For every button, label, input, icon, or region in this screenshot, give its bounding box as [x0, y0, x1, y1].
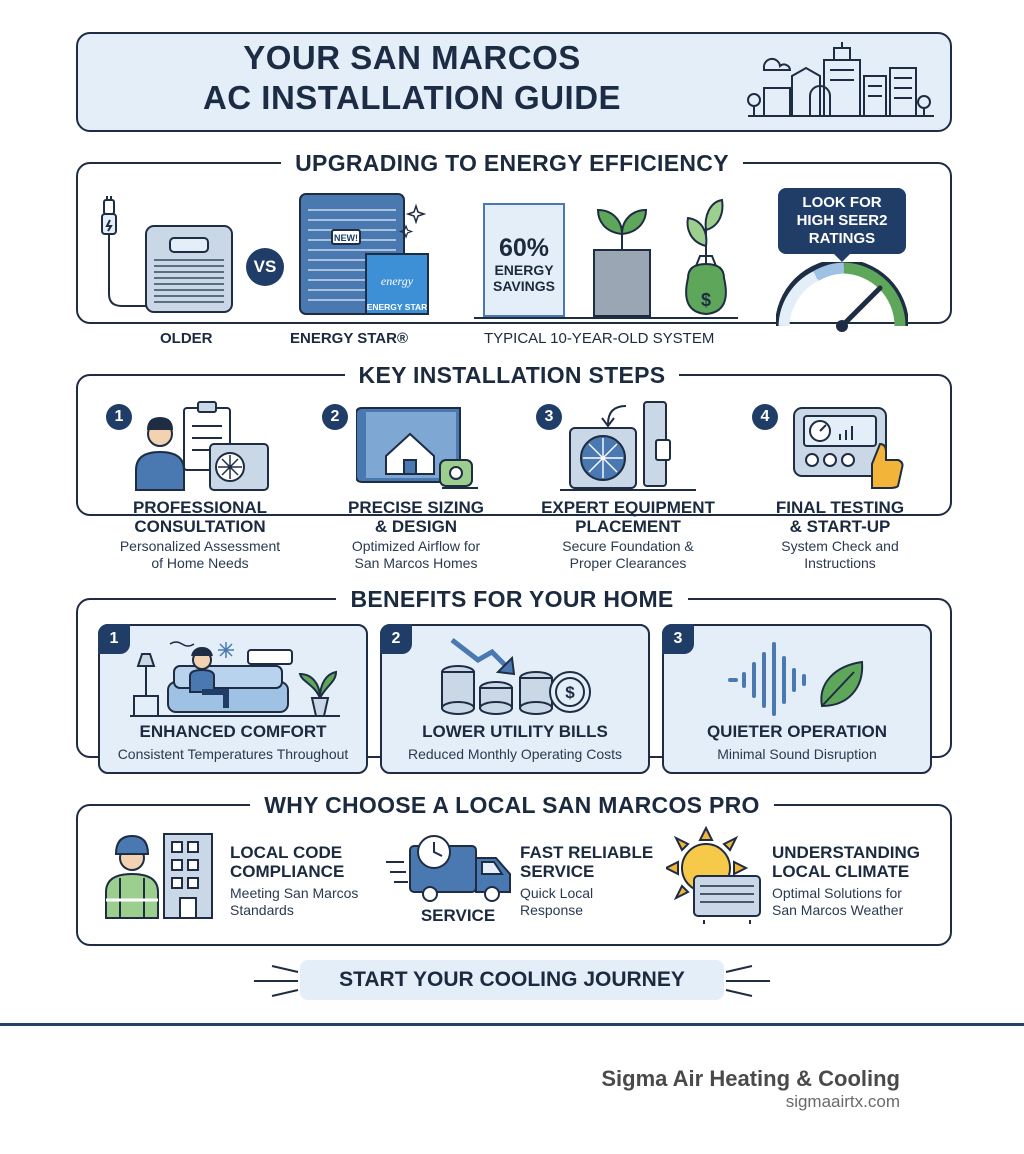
- benefit-sub-3: Minimal Sound Disruption: [717, 746, 877, 762]
- consultation-icon: [132, 400, 272, 494]
- cta-left-lines: [252, 962, 300, 1000]
- step-title-3: EXPERT EQUIPMENT PLACEMENT: [541, 498, 715, 536]
- energy-star-caption: ENERGY STAR®: [290, 330, 409, 347]
- why-sub-1: Meeting San Marcos Standards: [230, 885, 359, 918]
- page-title: [74, 38, 750, 118]
- footer-brand: Sigma Air Heating & Cooling: [601, 1066, 900, 1091]
- sun-ac-unit-icon: [666, 826, 766, 926]
- why-title-1: LOCAL CODE COMPLIANCE: [230, 843, 345, 881]
- seer-callout-text: LOOK FOR HIGH SEER2 RATINGS: [796, 194, 888, 247]
- older-ac-unit-icon: [100, 196, 240, 320]
- benefit-title-2: LOWER UTILITY BILLS: [422, 722, 608, 741]
- step-title-2: PRECISE SIZING & DESIGN: [347, 498, 485, 536]
- benefit-card-bills: [380, 624, 650, 774]
- why-title-3: UNDERSTANDING LOCAL CLIMATE: [772, 843, 920, 881]
- savings-caption: ENERGY SAVINGS: [493, 262, 555, 294]
- comfort-living-room-icon: [130, 636, 340, 720]
- technician-building-icon: [102, 830, 222, 922]
- benefit-card-quiet: [662, 624, 932, 774]
- step-title-1: PROFESSIONAL CONSULTATION: [132, 498, 268, 536]
- dollar-coin-glyph: $: [565, 683, 575, 702]
- page-title-line-1: YOUR SAN MARCOS: [243, 39, 581, 76]
- city-skyline-icon: [744, 42, 938, 122]
- energy-star-label-small: ENERGY STAR: [366, 302, 428, 312]
- steps-section-title: KEY INSTALLATION STEPS: [0, 362, 1024, 389]
- blueprint-house-icon: [356, 402, 480, 494]
- service-truck-label: SERVICE: [420, 906, 496, 925]
- footer-website[interactable]: sigmaairtx.com: [785, 1092, 900, 1111]
- benefit-title-1: ENHANCED COMFORT: [139, 722, 327, 741]
- thermostat-thumbs-up-icon: [790, 406, 910, 490]
- savings-percent: 60%: [498, 234, 550, 262]
- step-number-1: 1: [106, 404, 132, 430]
- benefit-number-2: 2: [380, 624, 412, 654]
- energy-star-logo-text: energy: [380, 274, 414, 288]
- step-number-2: 2: [322, 404, 348, 430]
- step-number-4: 4: [752, 404, 778, 430]
- benefit-number-3: 3: [662, 624, 694, 654]
- why-local-section-title: WHY CHOOSE A LOCAL SAN MARCOS PRO: [0, 792, 1024, 819]
- footer-divider: [0, 1023, 1024, 1026]
- typical-system-caption: TYPICAL 10-YEAR-OLD SYSTEM: [484, 330, 715, 347]
- why-sub-2: Quick Local Response: [520, 885, 594, 918]
- benefit-card-comfort: [98, 624, 368, 774]
- step-title-4: FINAL TESTING & START-UP: [775, 498, 905, 536]
- step-number-3: 3: [536, 404, 562, 430]
- benefit-sub-2: Reduced Monthly Operating Costs: [408, 746, 622, 762]
- step-sub-1: Personalized Assessment of Home Needs: [119, 538, 281, 571]
- equipment-placement-icon: [560, 400, 700, 496]
- why-sub-3: Optimal Solutions for San Marcos Weather: [772, 885, 904, 918]
- vs-badge: VS: [246, 248, 284, 286]
- seer-gauge-icon: [776, 262, 908, 334]
- new-badge: NEW!: [334, 233, 358, 243]
- efficiency-section-title: UPGRADING TO ENERGY EFFICIENCY: [0, 150, 1024, 177]
- money-bag-icon: $: [700, 290, 711, 310]
- start-journey-button[interactable]: START YOUR COOLING JOURNEY: [300, 960, 724, 1000]
- benefit-title-3: QUIETER OPERATION: [706, 722, 888, 741]
- step-sub-4: System Check and Instructions: [781, 538, 899, 571]
- why-title-2: FAST RELIABLE SERVICE: [520, 843, 654, 881]
- sound-wave-leaf-icon: [722, 636, 872, 718]
- benefits-section-title: BENEFITS FOR YOUR HOME: [0, 586, 1024, 613]
- step-sub-3: Secure Foundation & Proper Clearances: [562, 538, 694, 571]
- benefit-number-1: 1: [98, 624, 130, 654]
- older-unit-caption: OLDER: [160, 330, 213, 347]
- step-sub-2: Optimized Airflow for San Marcos Homes: [351, 538, 481, 571]
- cta-right-lines: [724, 962, 772, 1000]
- page-title-line-2: AC INSTALLATION GUIDE: [202, 79, 622, 116]
- service-truck-icon: [386, 832, 514, 902]
- benefit-sub-1: Consistent Temperatures Throughout: [117, 746, 349, 762]
- coins-arrow-down-icon: [438, 636, 598, 716]
- energy-star-ac-unit-icon: [296, 190, 436, 320]
